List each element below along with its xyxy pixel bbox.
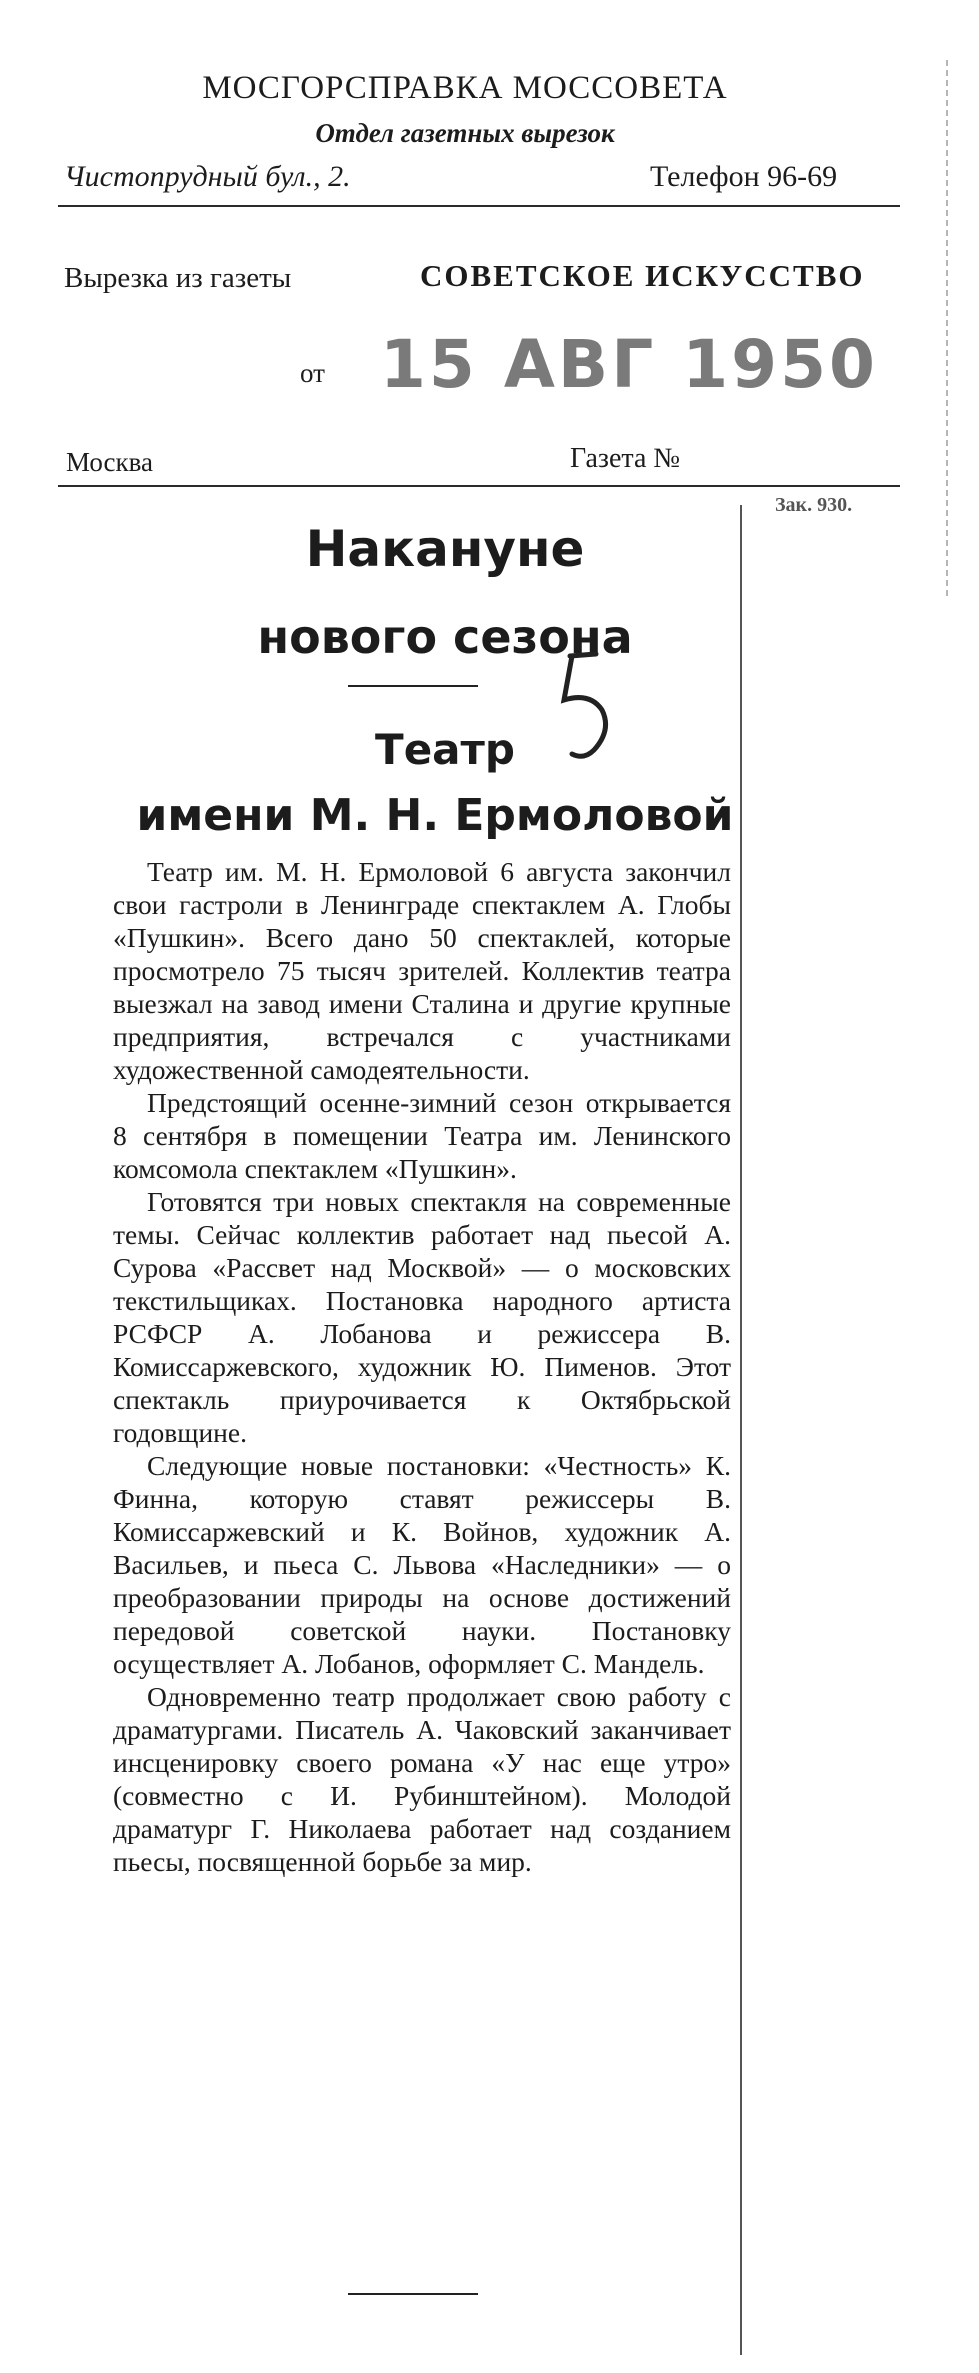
article-subhead-line2: имени М. Н. Ермоловой [136,790,734,841]
article-paragraph: Одновременно театр продолжает свою работу с драматургами. Писатель А. Чаковский заканчивает инсценировку своего романа «У нас еще утро» (совместно с И. Рубинштейном). Молодой драматург Г. Николаева работает над созданием пьесы, посвященной борьбе за мир. [113,1681,731,1877]
article-headline-line1: Накануне [305,520,585,578]
clipping-label: Вырезка из газеты [64,262,292,294]
clipping-divider [58,485,900,487]
date-stamp: 15 АВГ 1950 [380,326,878,403]
article-end-divider [348,2293,478,2295]
headline-divider [348,685,478,687]
column-border [740,505,742,2355]
phone-text: Телефон 96-69 [650,160,838,193]
header-divider [58,205,900,207]
article-paragraph: Готовятся три новых спектакля на современные темы. Сейчас коллектив работает над пьесой А. Сурова «Рассвет над Москвой» — о московских текстильщиках. Постановка народного артиста РСФСР А. Лобанова и режиссера В. Комиссаржевского, художник Ю. Пименов. Этот спектакль приурочивается к Октябрьской годовщине. [113,1186,731,1448]
city-text: Москва [66,447,153,477]
article-body [113,855,731,1878]
address-text: Чистопрудный бул., 2. [64,160,351,193]
gazette-number-label: Газета № [570,443,681,474]
newspaper-name: СОВЕТСКОЕ ИСКУССТВО [420,258,865,293]
agency-title: МОСГОРСПРАВКА МОССОВЕТА [202,70,728,106]
article-paragraph: Предстоящий осенне-зимний сезон открывается 8 сентября в помещении Театра им. Ленинского комсомола спектаклем «Пушкин». [113,1087,731,1184]
article-headline-line2: нового сезона [257,610,633,664]
article-paragraph: Следующие новые постановки: «Честность» К. Финна, которую ставят режиссеры В. Комиссаржевский и К. Войнов, художник А. Васильев, и пьеса С. Львова «Наследники» — о преобразовании природы на основе достижений передовой советской науки. Постановку осуществляет А. Лобанов, оформляет С. Мандель. [113,1450,731,1679]
order-number: Зак. 930. [775,494,853,516]
article-subhead-line1: Театр [375,725,515,774]
article-paragraph: Театр им. М. Н. Ермоловой 6 августа закончил свои гастроли в Ленинграде спектаклем А. Глобы «Пушкин». Всего дано 50 спектаклей, которые просмотрело 75 тысяч зрителей. Коллектив театра выезжал на завод имени Сталина и другие крупные предприятия, встречался с участниками художественной самодеятельности. [113,856,731,1085]
date-from-label: от [300,358,325,388]
paper-edge-mark [940,60,954,600]
department-subtitle: Отдел газетных вырезок [315,118,615,148]
